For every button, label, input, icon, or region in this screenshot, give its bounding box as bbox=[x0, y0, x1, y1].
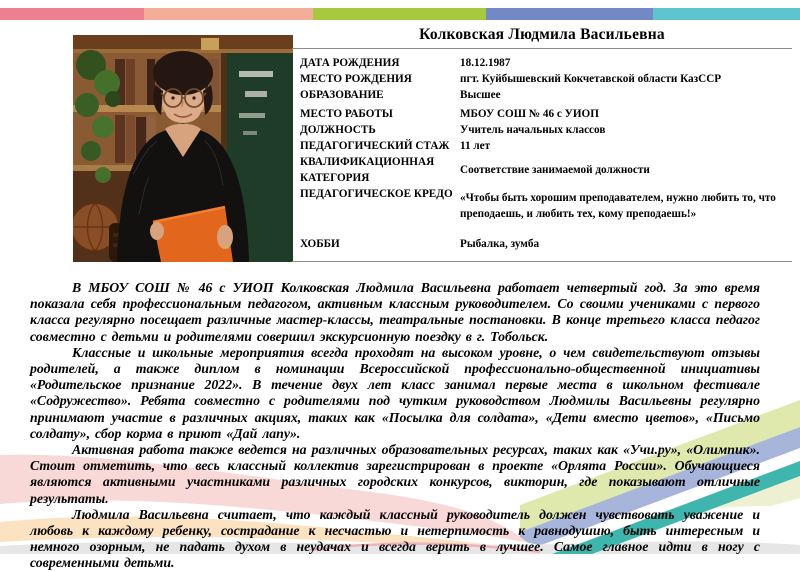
bar-segment-pink bbox=[0, 8, 144, 20]
field-value: пгт. Куйбышевский Кокчетавской области КазССР bbox=[460, 73, 722, 85]
field-label: ДАТА РОЖДЕНИЯ bbox=[300, 57, 400, 69]
field-row-credo bbox=[300, 186, 792, 224]
field-row-education bbox=[300, 87, 792, 103]
field-label: ОБРАЗОВАНИЕ bbox=[300, 89, 384, 101]
article-paragraph-4: Людмила Васильевна считает, что каждый классный руководитель должен чувствовать уважение и любовь к каждому ребенку, сострадание к несчастью и нетерпимость к равнодушию, быть интересным и немного озорным, не падать духом в неудачах и всегда верить в лучшее. Самое главное идти в ногу с современными детьми. bbox=[30, 506, 760, 571]
field-row-position bbox=[300, 122, 792, 138]
bar-segment-salmon bbox=[144, 8, 313, 20]
field-value: 11 лет bbox=[460, 140, 491, 152]
field-row-hobby bbox=[300, 236, 792, 252]
bar-segment-teal bbox=[653, 8, 800, 20]
field-value: 18.12.1987 bbox=[460, 57, 511, 69]
divider-top bbox=[292, 48, 792, 49]
field-value: Учитель начальных классов bbox=[460, 124, 606, 136]
field-row-workplace bbox=[300, 106, 792, 122]
article-paragraph-2: Классные и школьные мероприятия всегда проходят на высоком уровне, о чем свидетельствуют отзывы родителей, а также диплом в номинации Всероссийской профессионально-общественной инициативы «Родительское признание 2022». В течение двух лет класс занимал первые места в школьном фестивале «Содружество». Ребята совместно с родителями под чутким руководством Людмилы Васильевны регулярно принимают участие в различных акциях, таких как «Посылка для солдата», «Дети вместо цветов», «Письмо солдату», сбор корма в приют «Дай лапу». bbox=[30, 344, 760, 441]
field-value: «Чтобы быть хорошим преподавателем, нужно любить то, что преподаешь, и любить тех, кому преподаешь!» bbox=[460, 192, 776, 220]
wood-beam bbox=[73, 35, 293, 53]
field-value: МБОУ СОШ № 46 с УИОП bbox=[460, 108, 599, 120]
article-paragraph-3: Активная работа также ведется на различных образовательных ресурсах, таких как «Учи.ру», «Олимпик». Стоит отметить, что весь классный коллектив зарегистрирован в проекте «Орлята России». Обучающиеся являются активными участниками различных городских конкурсов, викторин, где показывают отличные результаты. bbox=[30, 442, 760, 506]
divider-bottom bbox=[292, 261, 792, 262]
field-value: Рыбалка, зумба bbox=[460, 238, 540, 250]
field-row-category bbox=[300, 154, 792, 186]
field-row-birth-place bbox=[300, 71, 792, 87]
top-color-bar bbox=[0, 8, 800, 20]
bar-segment-green bbox=[313, 8, 486, 20]
field-label: ХОББИ bbox=[300, 238, 340, 250]
field-label: ДОЛЖНОСТЬ bbox=[300, 124, 376, 136]
field-row-birth-date bbox=[300, 55, 792, 71]
field-label: КВАЛИФИКАЦИОННАЯ КАТЕГОРИЯ bbox=[300, 156, 435, 184]
page-title: Колковская Людмила Васильевна bbox=[419, 26, 665, 43]
field-label: МЕСТО РОЖДЕНИЯ bbox=[300, 73, 412, 85]
field-label: МЕСТО РАБОТЫ bbox=[300, 108, 393, 120]
article-text bbox=[30, 280, 760, 572]
teacher-photo bbox=[73, 35, 293, 262]
bar-segment-blue bbox=[486, 8, 653, 20]
teacher-photo-illustration bbox=[73, 35, 293, 262]
field-value: Высшее bbox=[460, 89, 501, 101]
article-paragraph-1: В МБОУ СОШ № 46 с УИОП Колковская Людмила Васильевна работает четвертый год. За это время показала себя профессиональным педагогом, активным классным руководителем. Со своими учениками с первого класса регулярно посещает различные мастер-классы, театральные постановки. В конце третьего класса педагог совместно с детьми и родителями совершил экскурсионную поездку в г. Тобольск. bbox=[30, 280, 760, 344]
field-label: ПЕДАГОГИЧЕСКОЕ КРЕДО bbox=[300, 188, 453, 200]
field-value: Соответствие занимаемой должности bbox=[460, 164, 650, 176]
field-row-experience bbox=[300, 138, 792, 154]
field-label: ПЕДАГОГИЧЕСКИЙ СТАЖ bbox=[300, 140, 450, 152]
profile-fields bbox=[300, 55, 792, 252]
